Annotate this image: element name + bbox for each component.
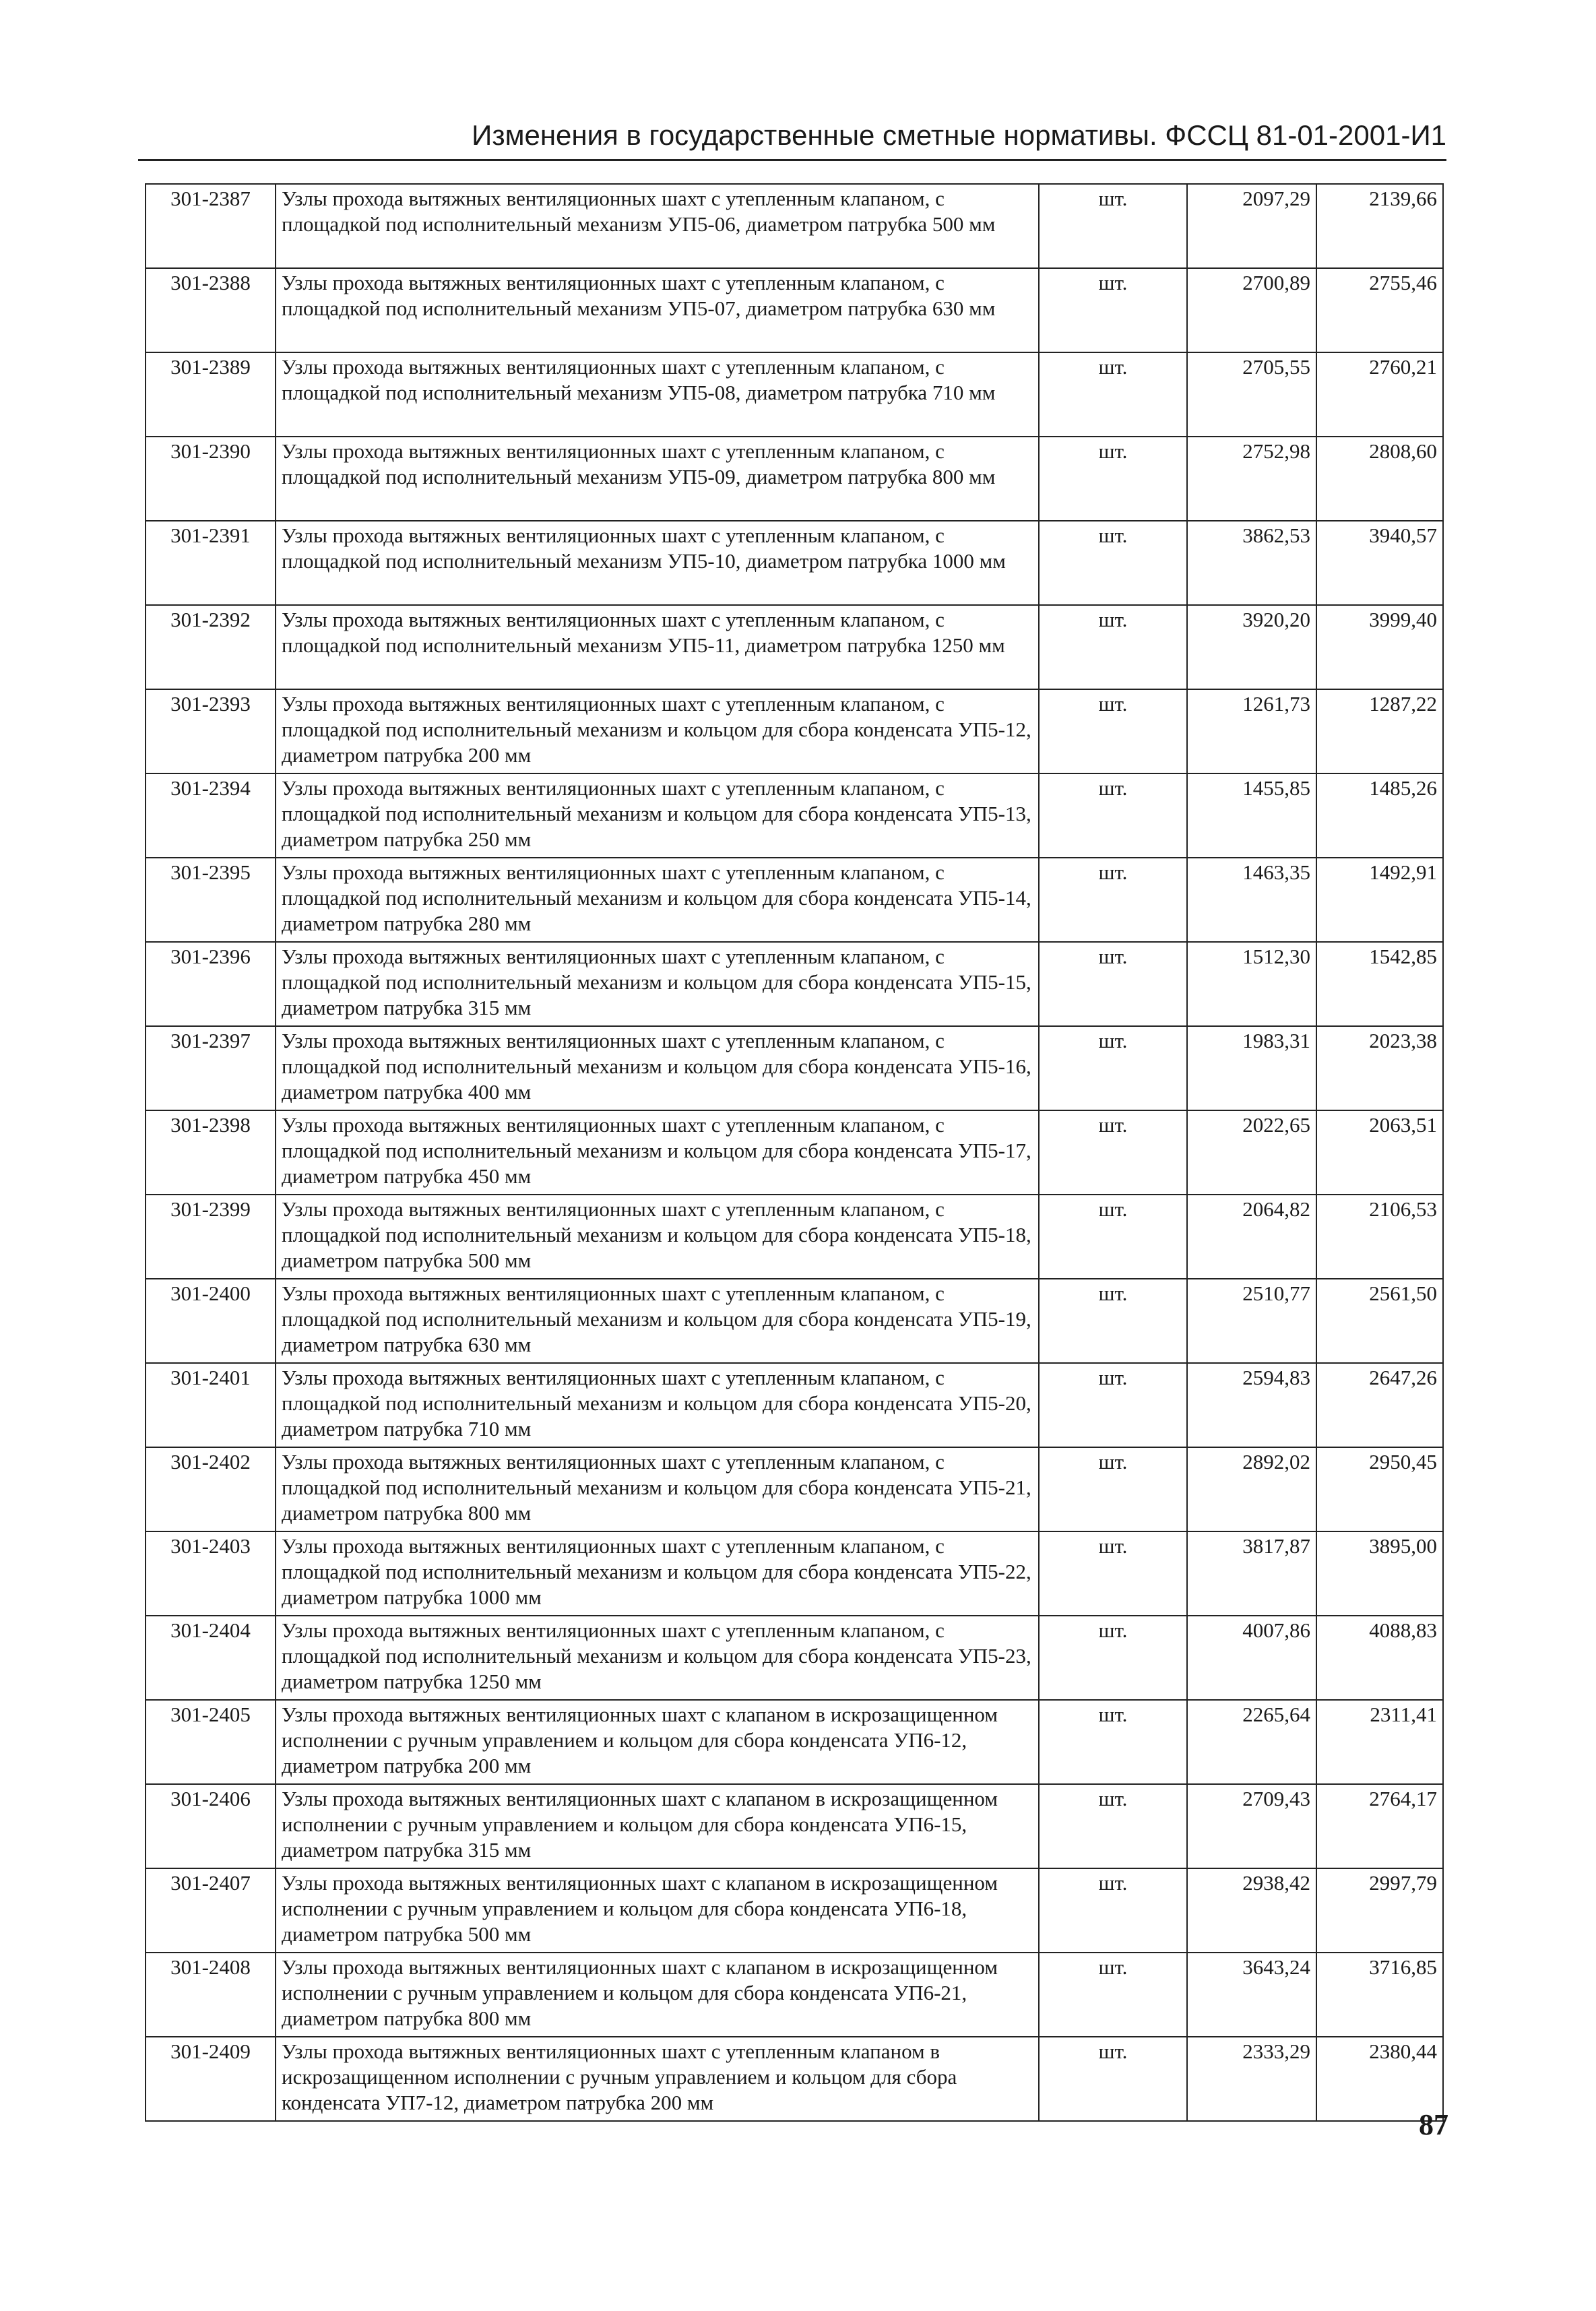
row-price-1: 4007,86 — [1187, 1616, 1316, 1700]
row-code: 301-2407 — [146, 1868, 276, 1953]
row-name: Узлы прохода вытяжных вентиляционных шахт с утепленным клапаном, с площадкой под исполнительный механизм УП5-08, диаметром патрубка 710 мм — [276, 352, 1039, 437]
table-row — [146, 689, 1443, 773]
row-unit: шт. — [1039, 1026, 1187, 1110]
row-price-1: 2752,98 — [1187, 437, 1316, 521]
row-unit: шт. — [1039, 437, 1187, 521]
row-name: Узлы прохода вытяжных вентиляционных шахт с утепленным клапаном, с площадкой под исполнительный механизм и кольцом для сбора конденсата УП5-20, диаметром патрубка 710 мм — [276, 1363, 1039, 1447]
row-unit: шт. — [1039, 1195, 1187, 1279]
row-code: 301-2397 — [146, 1026, 276, 1110]
row-price-2: 2139,66 — [1316, 184, 1443, 268]
row-price-2: 2808,60 — [1316, 437, 1443, 521]
row-price-2: 3999,40 — [1316, 605, 1443, 689]
row-name: Узлы прохода вытяжных вентиляционных шахт с утепленным клапаном в искрозащищенном исполнении с ручным управлением и кольцом для сбора конденсата УП7-12, диаметром патрубка 200 мм — [276, 2037, 1039, 2121]
row-unit: шт. — [1039, 605, 1187, 689]
row-price-2: 2106,53 — [1316, 1195, 1443, 1279]
row-price-2: 3940,57 — [1316, 521, 1443, 605]
table-row — [146, 2037, 1443, 2121]
row-name: Узлы прохода вытяжных вентиляционных шахт с утепленным клапаном, с площадкой под исполнительный механизм УП5-09, диаметром патрубка 800 мм — [276, 437, 1039, 521]
row-unit: шт. — [1039, 1868, 1187, 1953]
row-unit: шт. — [1039, 1110, 1187, 1195]
table-row — [146, 1195, 1443, 1279]
table-row — [146, 1531, 1443, 1616]
row-unit: шт. — [1039, 1447, 1187, 1531]
row-price-2: 3716,85 — [1316, 1953, 1443, 2037]
row-name: Узлы прохода вытяжных вентиляционных шахт с утепленным клапаном, с площадкой под исполнительный механизм УП5-07, диаметром патрубка 630 мм — [276, 268, 1039, 352]
row-name: Узлы прохода вытяжных вентиляционных шахт с утепленным клапаном, с площадкой под исполнительный механизм УП5-06, диаметром патрубка 500 мм — [276, 184, 1039, 268]
table-row — [146, 521, 1443, 605]
row-price-1: 3862,53 — [1187, 521, 1316, 605]
row-code: 301-2393 — [146, 689, 276, 773]
row-code: 301-2391 — [146, 521, 276, 605]
row-unit: шт. — [1039, 1953, 1187, 2037]
row-code: 301-2394 — [146, 773, 276, 858]
row-price-1: 2700,89 — [1187, 268, 1316, 352]
row-price-1: 2892,02 — [1187, 1447, 1316, 1531]
row-price-2: 1492,91 — [1316, 858, 1443, 942]
row-price-1: 2022,65 — [1187, 1110, 1316, 1195]
row-price-1: 2064,82 — [1187, 1195, 1316, 1279]
row-code: 301-2408 — [146, 1953, 276, 2037]
row-name: Узлы прохода вытяжных вентиляционных шахт с утепленным клапаном, с площадкой под исполнительный механизм и кольцом для сбора конденсата УП5-18, диаметром патрубка 500 мм — [276, 1195, 1039, 1279]
row-price-2: 2647,26 — [1316, 1363, 1443, 1447]
row-price-1: 1983,31 — [1187, 1026, 1316, 1110]
row-price-1: 2705,55 — [1187, 352, 1316, 437]
table-row — [146, 1616, 1443, 1700]
table-row — [146, 1700, 1443, 1784]
row-price-2: 1542,85 — [1316, 942, 1443, 1026]
row-price-1: 1463,35 — [1187, 858, 1316, 942]
row-price-1: 2333,29 — [1187, 2037, 1316, 2121]
table-row — [146, 184, 1443, 268]
row-price-2: 1287,22 — [1316, 689, 1443, 773]
row-code: 301-2405 — [146, 1700, 276, 1784]
row-unit: шт. — [1039, 1700, 1187, 1784]
row-unit: шт. — [1039, 352, 1187, 437]
row-unit: шт. — [1039, 1363, 1187, 1447]
table-row — [146, 605, 1443, 689]
row-name: Узлы прохода вытяжных вентиляционных шахт с утепленным клапаном, с площадкой под исполнительный механизм и кольцом для сбора конденсата УП5-17, диаметром патрубка 450 мм — [276, 1110, 1039, 1195]
row-price-2: 4088,83 — [1316, 1616, 1443, 1700]
row-unit: шт. — [1039, 858, 1187, 942]
row-name: Узлы прохода вытяжных вентиляционных шахт с клапаном в искрозащищенном исполнении с ручным управлением и кольцом для сбора конденсата УП6-18, диаметром патрубка 500 мм — [276, 1868, 1039, 1953]
row-code: 301-2400 — [146, 1279, 276, 1363]
row-code: 301-2403 — [146, 1531, 276, 1616]
row-name: Узлы прохода вытяжных вентиляционных шахт с утепленным клапаном, с площадкой под исполнительный механизм и кольцом для сбора конденсата УП5-13, диаметром патрубка 250 мм — [276, 773, 1039, 858]
row-price-1: 3920,20 — [1187, 605, 1316, 689]
row-code: 301-2399 — [146, 1195, 276, 1279]
table-row — [146, 1026, 1443, 1110]
row-name: Узлы прохода вытяжных вентиляционных шахт с утепленным клапаном, с площадкой под исполнительный механизм и кольцом для сбора конденсата УП5-16, диаметром патрубка 400 мм — [276, 1026, 1039, 1110]
row-price-2: 2561,50 — [1316, 1279, 1443, 1363]
row-price-2: 2380,44 — [1316, 2037, 1443, 2121]
row-unit: шт. — [1039, 1784, 1187, 1868]
row-name: Узлы прохода вытяжных вентиляционных шахт с утепленным клапаном, с площадкой под исполнительный механизм УП5-11, диаметром патрубка 1250 мм — [276, 605, 1039, 689]
row-code: 301-2404 — [146, 1616, 276, 1700]
row-price-1: 2938,42 — [1187, 1868, 1316, 1953]
row-unit: шт. — [1039, 521, 1187, 605]
row-unit: шт. — [1039, 773, 1187, 858]
row-unit: шт. — [1039, 1616, 1187, 1700]
table-row — [146, 1953, 1443, 2037]
table-row — [146, 1363, 1443, 1447]
price-table-body — [146, 184, 1443, 2121]
row-unit: шт. — [1039, 689, 1187, 773]
row-name: Узлы прохода вытяжных вентиляционных шахт с клапаном в искрозащищенном исполнении с ручным управлением и кольцом для сбора конденсата УП6-12, диаметром патрубка 200 мм — [276, 1700, 1039, 1784]
row-name: Узлы прохода вытяжных вентиляционных шахт с утепленным клапаном, с площадкой под исполнительный механизм и кольцом для сбора конденсата УП5-23, диаметром патрубка 1250 мм — [276, 1616, 1039, 1700]
row-price-1: 2097,29 — [1187, 184, 1316, 268]
table-row — [146, 1279, 1443, 1363]
row-name: Узлы прохода вытяжных вентиляционных шахт с утепленным клапаном, с площадкой под исполнительный механизм и кольцом для сбора конденсата УП5-21, диаметром патрубка 800 мм — [276, 1447, 1039, 1531]
row-price-1: 3643,24 — [1187, 1953, 1316, 2037]
row-price-1: 1512,30 — [1187, 942, 1316, 1026]
row-unit: шт. — [1039, 1279, 1187, 1363]
row-price-2: 2997,79 — [1316, 1868, 1443, 1953]
row-unit: шт. — [1039, 2037, 1187, 2121]
row-price-2: 1485,26 — [1316, 773, 1443, 858]
row-name: Узлы прохода вытяжных вентиляционных шахт с утепленным клапаном, с площадкой под исполнительный механизм УП5-10, диаметром патрубка 1000 мм — [276, 521, 1039, 605]
row-code: 301-2392 — [146, 605, 276, 689]
row-price-1: 2594,83 — [1187, 1363, 1316, 1447]
row-price-2: 2755,46 — [1316, 268, 1443, 352]
row-price-2: 2950,45 — [1316, 1447, 1443, 1531]
row-price-2: 2760,21 — [1316, 352, 1443, 437]
table-row — [146, 1868, 1443, 1953]
row-name: Узлы прохода вытяжных вентиляционных шахт с утепленным клапаном, с площадкой под исполнительный механизм и кольцом для сбора конденсата УП5-14, диаметром патрубка 280 мм — [276, 858, 1039, 942]
row-price-1: 2709,43 — [1187, 1784, 1316, 1868]
row-code: 301-2401 — [146, 1363, 276, 1447]
row-code: 301-2387 — [146, 184, 276, 268]
table-row — [146, 1110, 1443, 1195]
row-unit: шт. — [1039, 268, 1187, 352]
row-name: Узлы прохода вытяжных вентиляционных шахт с утепленным клапаном, с площадкой под исполнительный механизм и кольцом для сбора конденсата УП5-15, диаметром патрубка 315 мм — [276, 942, 1039, 1026]
row-price-2: 2311,41 — [1316, 1700, 1443, 1784]
table-row — [146, 437, 1443, 521]
row-price-2: 3895,00 — [1316, 1531, 1443, 1616]
row-name: Узлы прохода вытяжных вентиляционных шахт с утепленным клапаном, с площадкой под исполнительный механизм и кольцом для сбора конденсата УП5-22, диаметром патрубка 1000 мм — [276, 1531, 1039, 1616]
page-number: 87 — [1419, 2108, 1448, 2141]
table-row — [146, 858, 1443, 942]
row-name: Узлы прохода вытяжных вентиляционных шахт с клапаном в искрозащищенном исполнении с ручным управлением и кольцом для сбора конденсата УП6-21, диаметром патрубка 800 мм — [276, 1953, 1039, 2037]
row-code: 301-2409 — [146, 2037, 276, 2121]
price-table — [145, 183, 1444, 2122]
row-unit: шт. — [1039, 1531, 1187, 1616]
table-row — [146, 1784, 1443, 1868]
row-name: Узлы прохода вытяжных вентиляционных шахт с утепленным клапаном, с площадкой под исполнительный механизм и кольцом для сбора конденсата УП5-12, диаметром патрубка 200 мм — [276, 689, 1039, 773]
row-unit: шт. — [1039, 184, 1187, 268]
table-row — [146, 942, 1443, 1026]
row-price-1: 3817,87 — [1187, 1531, 1316, 1616]
row-code: 301-2389 — [146, 352, 276, 437]
page-header: Изменения в государственные сметные нормативы. ФССЦ 81-01-2001-И1 — [138, 115, 1446, 161]
table-row — [146, 1447, 1443, 1531]
row-price-1: 1455,85 — [1187, 773, 1316, 858]
row-price-2: 2764,17 — [1316, 1784, 1443, 1868]
row-price-1: 2265,64 — [1187, 1700, 1316, 1784]
row-price-2: 2023,38 — [1316, 1026, 1443, 1110]
row-code: 301-2395 — [146, 858, 276, 942]
row-code: 301-2390 — [146, 437, 276, 521]
table-row — [146, 773, 1443, 858]
table-row — [146, 352, 1443, 437]
table-row — [146, 268, 1443, 352]
row-price-2: 2063,51 — [1316, 1110, 1443, 1195]
row-code: 301-2396 — [146, 942, 276, 1026]
row-code: 301-2388 — [146, 268, 276, 352]
row-price-1: 1261,73 — [1187, 689, 1316, 773]
row-price-1: 2510,77 — [1187, 1279, 1316, 1363]
row-code: 301-2402 — [146, 1447, 276, 1531]
row-name: Узлы прохода вытяжных вентиляционных шахт с клапаном в искрозащищенном исполнении с ручным управлением и кольцом для сбора конденсата УП6-15, диаметром патрубка 315 мм — [276, 1784, 1039, 1868]
row-unit: шт. — [1039, 942, 1187, 1026]
row-code: 301-2406 — [146, 1784, 276, 1868]
row-code: 301-2398 — [146, 1110, 276, 1195]
row-name: Узлы прохода вытяжных вентиляционных шахт с утепленным клапаном, с площадкой под исполнительный механизм и кольцом для сбора конденсата УП5-19, диаметром патрубка 630 мм — [276, 1279, 1039, 1363]
